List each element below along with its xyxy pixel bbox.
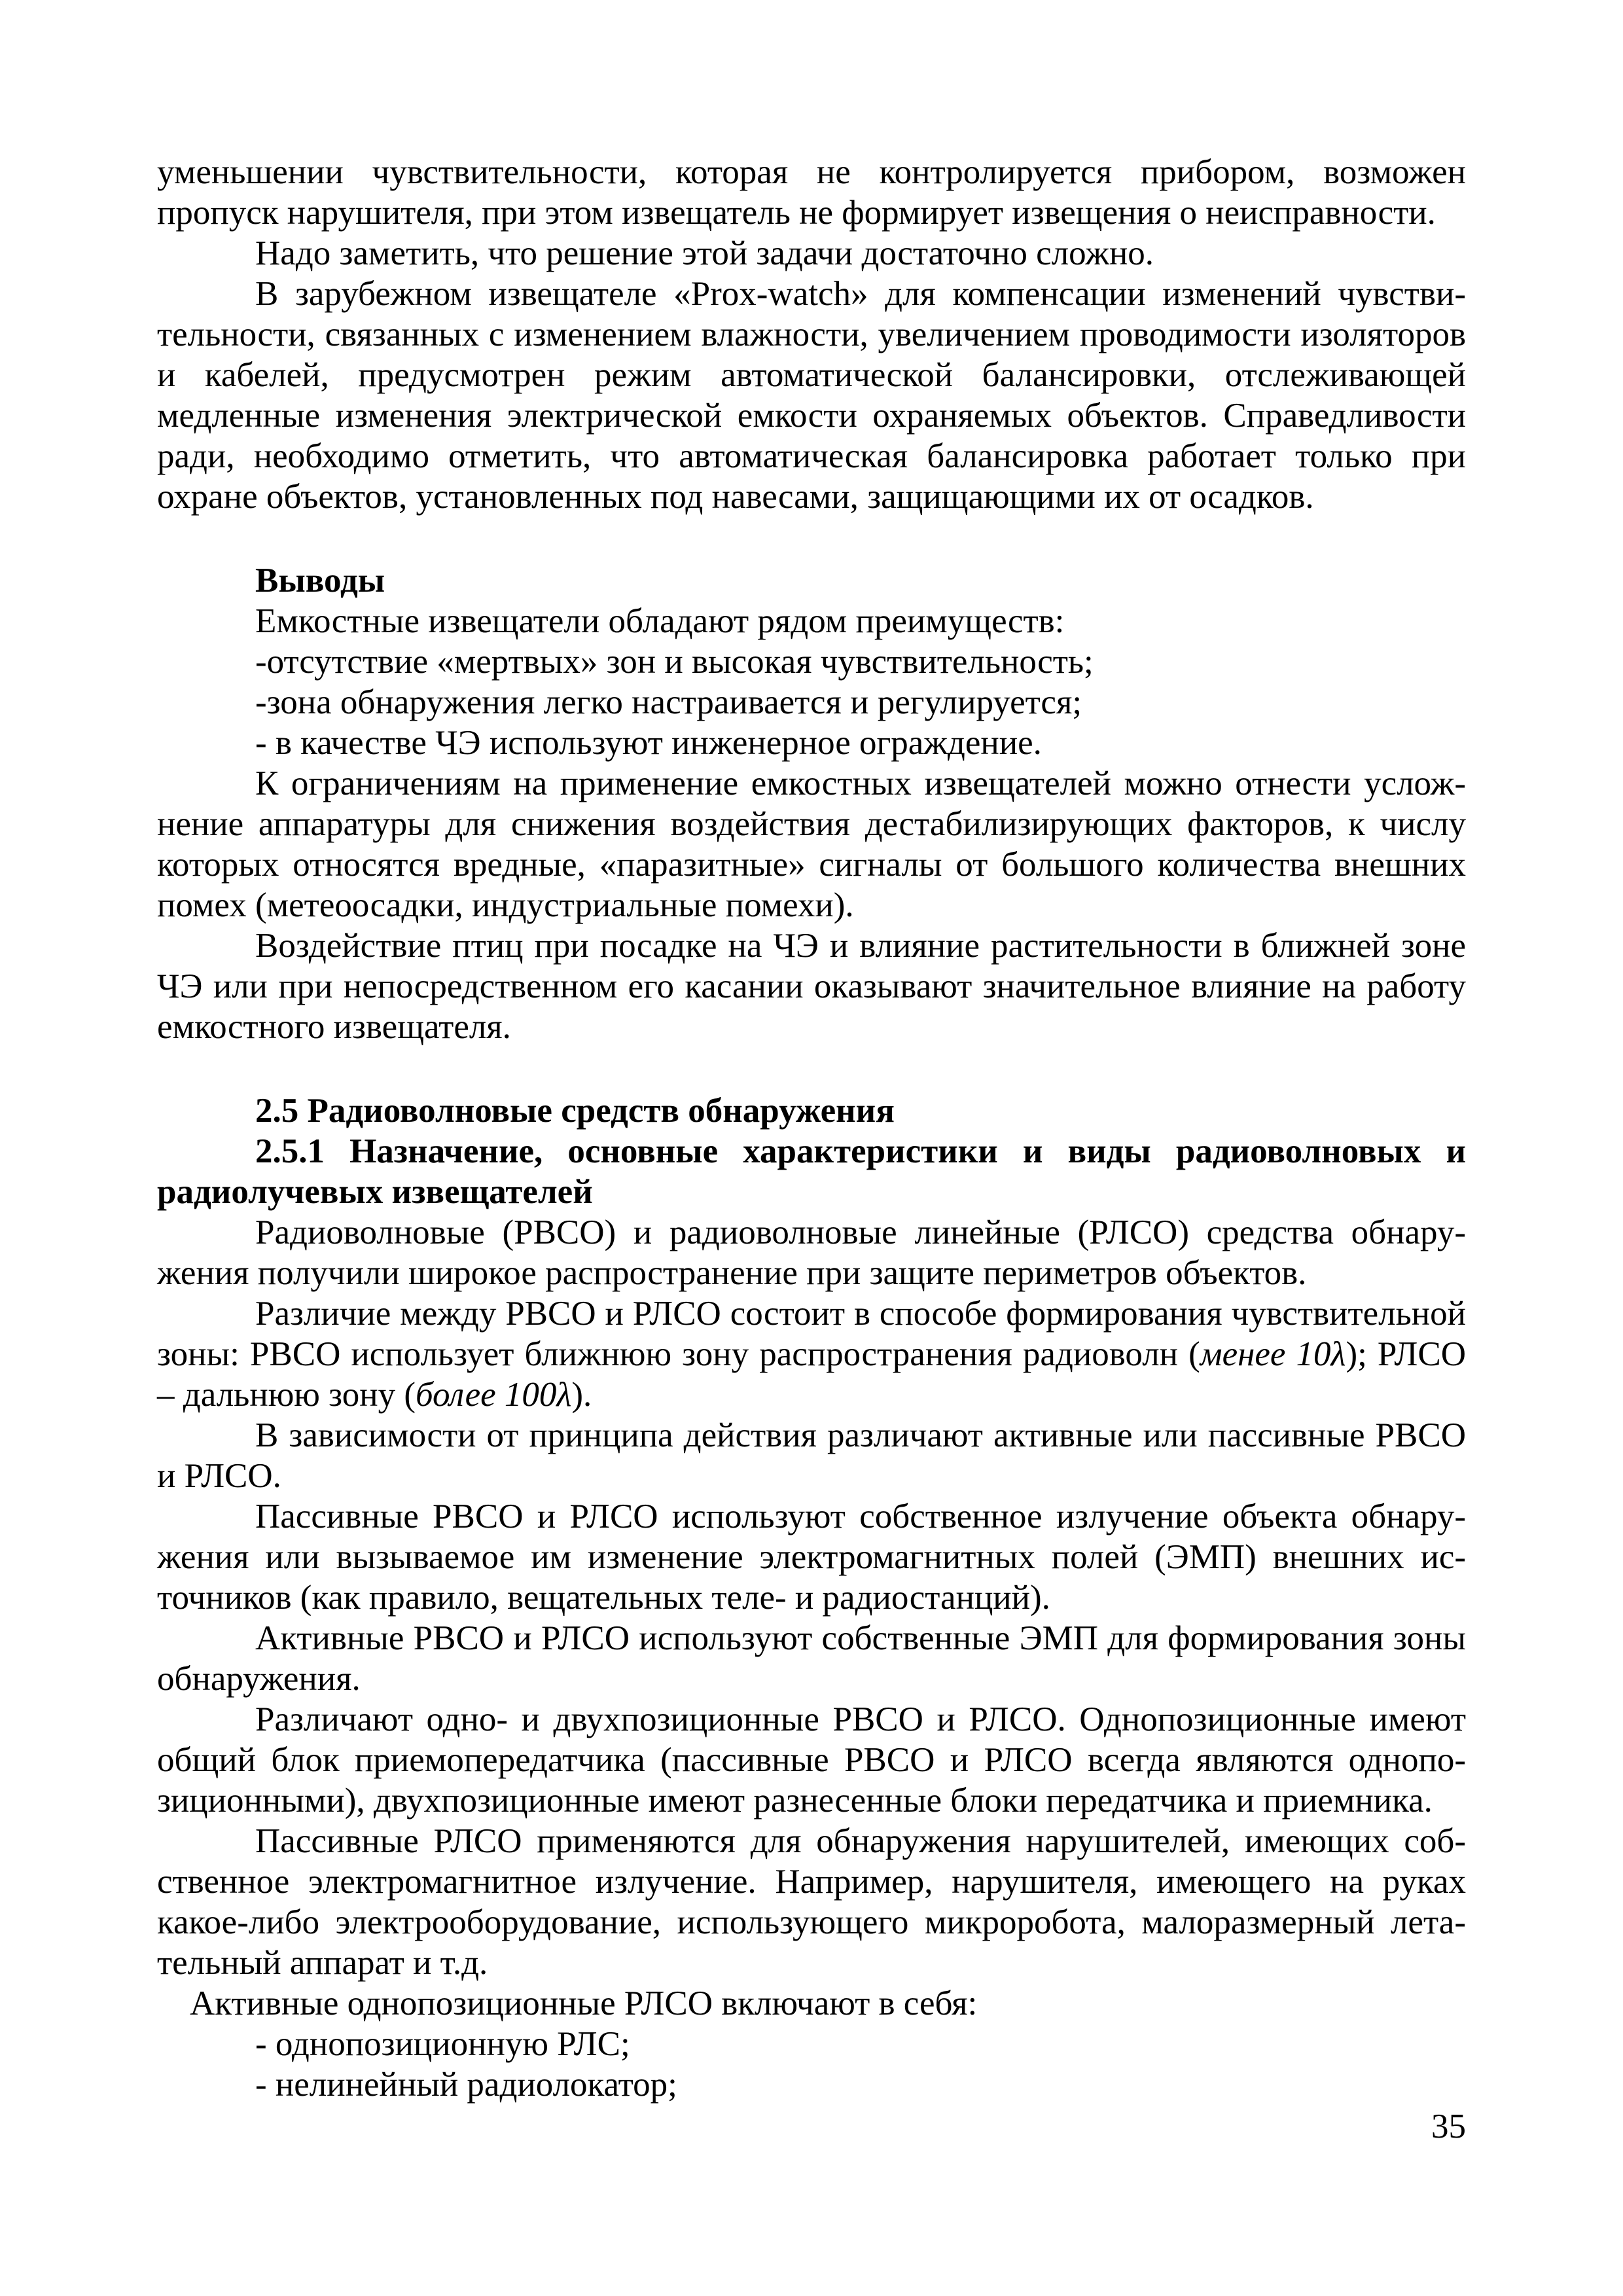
paragraph-active-list-intro: Активные однопозиционные РЛСО включают в себя: <box>190 1984 978 2022</box>
text-segment: ); РЛСО – дальнюю зону ( <box>157 1335 1466 1414</box>
section-heading: 2.5 Радиоволновые средств обнаружения <box>255 1092 895 1130</box>
paragraph-passive-rlso: Пассивные РЛСО применяются для обнаружения нарушителей, имеющих собственное электромагнитное излучение. Например, нарушителя, имеющего на руках какое-либо электрооборудование, использующего микроробота, малоразмерный летательный аппарат и т.д. <box>157 1822 1466 1982</box>
text-segment: Различие между РВСО и РЛСО состоит в способе формирования чувствительной зоны: РВСО использует ближнюю зону распространения радиоволн ( <box>157 1295 1466 1373</box>
spacer <box>157 1047 1466 1090</box>
conclusions-list-item: - в качестве ЧЭ используют инженерное ограждение. <box>255 724 1042 762</box>
paragraph-limitations: К ограничениям на применение емкостных извещателей можно отнести усложнение аппаратуры для снижения воздействия дестабилизирующих факторов, к числу которых относятся вредные, «паразитные» сигналы от большого количества внешних помех (метеоосадки, индустриальные помехи). <box>157 764 1466 924</box>
italic-term: менее 10λ <box>1200 1335 1346 1373</box>
paragraph-difference <box>157 1293 1466 1415</box>
section-list-item: - нелинейный радиолокатор; <box>255 2066 677 2104</box>
paragraph-prox-watch: В зарубежном извещателе «Prox-watch» для компенсации изменений чувствительности, связанных с изменением влажности, увеличением проводимости изоляторов и кабелей, предусмотрен режим автоматической балансировки, отслеживающей медленные изменения электрической емкости охраняемых объектов. Справедливости ради, необходимо отметить, что автоматическая балансировка работает только при охране объектов, установленных под навесами, защищающими их от осадков. <box>157 275 1466 516</box>
paragraph-continuation: уменьшении чувствительности, которая не контролируется прибором, возможен пропуск нарушителя, при этом извещатель не формирует извещения о неисправности. <box>157 153 1466 232</box>
conclusions-intro: Емкостные извещатели обладают рядом преимуществ: <box>255 602 1065 640</box>
document-page <box>157 152 1466 2105</box>
conclusions-heading: Выводы <box>255 562 385 600</box>
paragraph-note: Надо заметить, что решение этой задачи достаточно сложно. <box>255 234 1154 272</box>
paragraph-active: Активные РВСО и РЛСО используют собственные ЭМП для формирования зоны обнаружения. <box>157 1619 1466 1698</box>
paragraph-positional: Различают одно- и двухпозиционные РВСО и РЛСО. Однопозиционные имеют общий блок приемопередатчика (пассивные РВСО и РЛСО всегда являются однопозиционными), двухпозиционные имеют разнесенные блоки передатчика и приемника. <box>157 1700 1466 1820</box>
subsection-heading: 2.5.1 Назначение, основные характеристики и виды радиоволновых и радиолучевых извещателей <box>157 1132 1466 1211</box>
text-segment: ). <box>571 1376 592 1414</box>
conclusions-list-item: -отсутствие «мертвых» зон и высокая чувствительность; <box>255 643 1094 681</box>
paragraph-radiowave-intro: Радиоволновые (РВСО) и радиоволновые линейные (РЛСО) средства обнаружения получили широкое распространение при защите периметров объектов. <box>157 1213 1466 1292</box>
conclusions-list-item: -зона обнаружения легко настраивается и регулируется; <box>255 683 1082 721</box>
paragraph-birds: Воздействие птиц при посадке на ЧЭ и влияние растительности в ближней зоне ЧЭ или при непосредственном его касании оказывают значительное влияние на работу емкостного извещателя. <box>157 927 1466 1046</box>
page-number: 35 <box>1431 2108 1466 2145</box>
paragraph-principle: В зависимости от принципа действия различают активные или пассивные РВСО и РЛСО. <box>157 1416 1466 1495</box>
paragraph-passive: Пассивные РВСО и РЛСО используют собственное излучение объекта обнаружения или вызываемое им изменение электромагнитных полей (ЭМП) внешних источников (как правило, вещательных теле- и радиостанций). <box>157 1498 1466 1617</box>
italic-term: более 100λ <box>416 1376 572 1414</box>
section-list-item: - однопозиционную РЛС; <box>255 2025 630 2063</box>
spacer <box>157 517 1466 560</box>
